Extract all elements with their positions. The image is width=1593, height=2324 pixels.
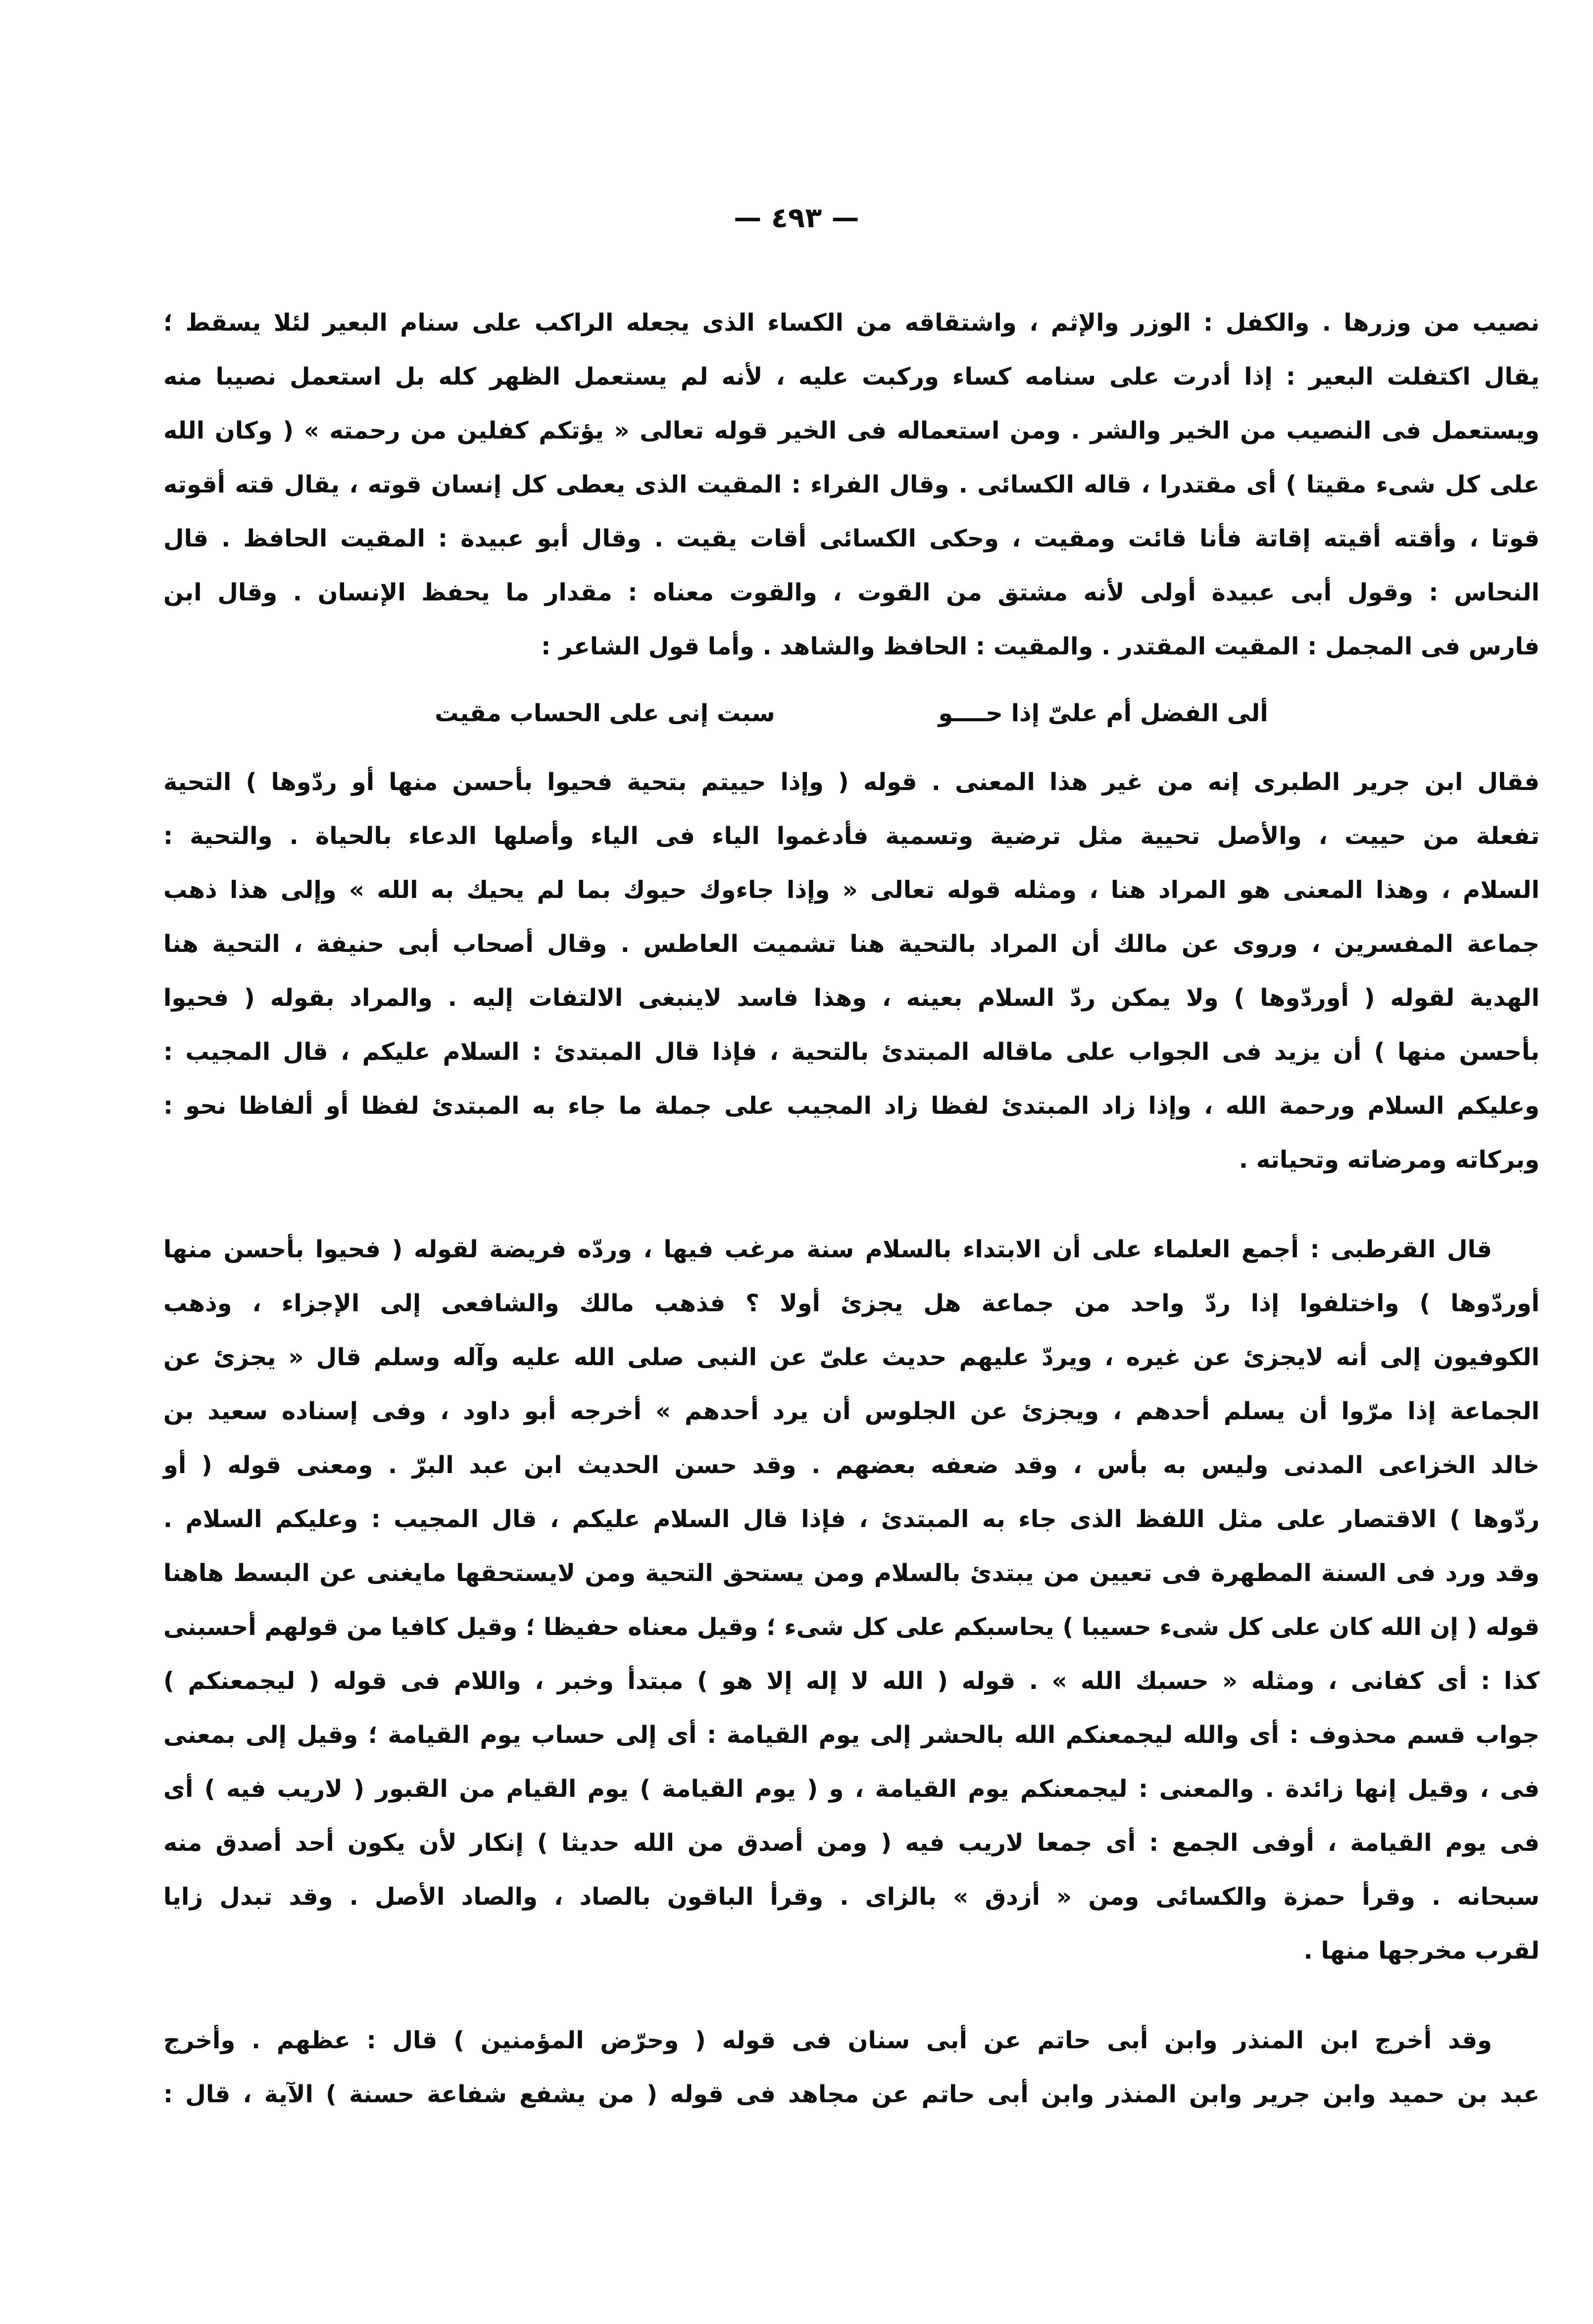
page-number: — ٤٩٣ — bbox=[734, 202, 859, 234]
text-line: الكوفيون إلى أنه لايجزئ عن غيره ، ويردّ عليهم حديث علىّ عن النبى صلى الله عليه وآله وسلم قال « يجزئ عن bbox=[163, 1343, 1540, 1371]
text-line: على كل شىء مقيتا ) أى مقتدرا ، قاله الكسائى . وقال الفراء : المقيت الذى يعطى كل إنسان قوته ، يقال قته أقوته bbox=[163, 471, 1540, 498]
text-line: ويستعمل فى النصيب من الخير والشر . ومن استعماله فى الخير قوله تعالى « يؤتكم كفلين من رحمته » ( وكان الله bbox=[163, 417, 1540, 445]
text-line: فى ، وقيل إنها زائدة . والمعنى : ليجمعنكم يوم القيامة ، و ( يوم القيامة ) يوم القيام من القبور ( لاريب فيه ) أى bbox=[163, 1775, 1540, 1803]
text-line: نصيب من وزرها . والكفل : الوزر والإثم ، واشتقاقه من الكساء الذى يجعله الراكب على سنام البعير لئلا يسقط ؛ bbox=[163, 309, 1540, 337]
text-line: وبركاته ومرضاته وتحياته . bbox=[1239, 1146, 1540, 1174]
text-line: لقرب مخرجها منها . bbox=[1303, 1937, 1540, 1965]
text-line: الجماعة إذا مرّوا أن يسلم أحدهم ، ويجزئ عن الجلوس أن يرد أحدهم » أخرجه أبو داود ، وفى إسناده سعيد بن bbox=[163, 1397, 1540, 1425]
text-line: وقد أخرج ابن المنذر وابن أبى حاتم عن أبى سنان فى قوله ( وحرّض المؤمنين ) قال : عظهم . وأخرج bbox=[163, 2027, 1492, 2054]
paragraph-kifl-muqit bbox=[163, 296, 1540, 674]
poetry-couplet bbox=[163, 687, 1540, 741]
text-line: قوتا ، وأقته أقيته إقاتة فأنا قائت ومقيت ، وحكى الكسائى أقات يقيت . وقال أبو عبيدة : المقيت الحافظ . قال bbox=[163, 525, 1540, 552]
text-line: أوردّوها ) واختلفوا إذا ردّ واحد من جماعة هل يجزئ أولا ؟ فذهب مالك والشافعى إلى الإجزاء ، وذهب bbox=[163, 1289, 1540, 1317]
text-line: ردّوها ) الاقتصار على مثل اللفظ الذى جاء به المبتدئ ، فإذا قال السلام عليكم ، قال المجيب : وعليكم السلام . bbox=[163, 1505, 1540, 1533]
text-line: يقال اكتفلت البعير : إذا أدرت على سنامه كساء وركبت عليه ، لأنه لم يستعمل الظهر كله بل استعمل نصيبا منه bbox=[163, 363, 1540, 391]
text-line: تفعلة من حييت ، والأصل تحيية مثل ترضية وتسمية فأدغموا الياء فى الياء وأصلها الدعاء بالحياة . والتحية : bbox=[163, 822, 1540, 850]
text-line: فارس فى المجمل : المقيت المقتدر . والمقيت : الحافظ والشاهد . وأما قول الشاعر : bbox=[541, 633, 1540, 660]
text-line: بأحسن منها ) أن يزيد فى الجواب على ماقاله المبتدئ بالتحية ، فإذا قال المبتدئ : السلام عليكم ، قال المجيب : bbox=[163, 1038, 1540, 1066]
text-line: قال القرطبى : أجمع العلماء على أن الابتداء بالسلام سنة مرغب فيها ، وردّه فريضة لقوله ( فحيوا بأحسن منها bbox=[163, 1236, 1492, 1263]
text-line: النحاس : وقول أبى عبيدة أولى لأنه مشتق من القوت ، والقوت معناه : مقدار ما يحفظ الإنسان . وقال ابن bbox=[163, 579, 1540, 606]
text-line: عبد بن حميد وابن جرير وابن المنذر وابن أبى حاتم عن مجاهد فى قوله ( من يشفع شفاعة حسنة ) الآية ، قال : bbox=[163, 2080, 1540, 2108]
text-line: جماعة المفسرين ، وروى عن مالك أن المراد بالتحية هنا تشميت العاطس . وقال أصحاب أبى حنيفة ، التحية هنا bbox=[163, 930, 1540, 958]
text-block bbox=[163, 296, 1540, 2122]
text-line: فقال ابن جرير الطبرى إنه من غير هذا المعنى . قوله ( وإذا حييتم بتحية فحيوا بأحسن منها أو ردّوها ) التحية bbox=[163, 768, 1540, 796]
text-line: فى يوم القيامة ، أوفى الجمع : أى جمعا لاريب فيه ( ومن أصدق من الله حديثا ) إنكار لأن يكون أحد أصدق منه bbox=[163, 1829, 1540, 1857]
text-line: السلام ، وهذا المعنى هو المراد هنا ، ومثله قوله تعالى « وإذا جاءوك حيوك بما لم يحيك به الله » وإلى هذا ذهب bbox=[163, 876, 1540, 904]
paragraph-qurtubi bbox=[163, 1223, 1540, 1978]
text-line: قوله ( إن الله كان على كل شىء حسيبا ) يحاسبكم على كل شىء ؛ وقيل معناه حفيظا ؛ وقيل كافيا من قولهم أحسبنى bbox=[163, 1613, 1540, 1641]
text-line: وعليكم السلام ورحمة الله ، وإذا زاد المبتدئ لفظا زاد المجيب على جملة ما جاء به المبتدئ لفظا أو ألفاظا نحو : bbox=[163, 1092, 1540, 1120]
text-line: خالد الخزاعى المدنى وليس به بأس ، وقد ضعفه بعضهم . وقد حسن الحديث ابن عبد البرّ . ومعنى قوله ( أو bbox=[163, 1451, 1540, 1479]
poetry-hemistich-first: ألى الفضل أم علىّ إذا حــــو bbox=[938, 699, 1268, 727]
paragraph-tahiyya bbox=[163, 755, 1540, 1187]
poetry-hemistich-second: سبت إنى على الحساب مقيت bbox=[435, 699, 775, 727]
paragraph-takhrij bbox=[163, 2014, 1540, 2122]
text-line: جواب قسم محذوف : أى والله ليجمعنكم الله بالحشر إلى يوم القيامة : أى إلى حساب يوم القيامة ؛ وقيل إلى بمعنى bbox=[163, 1721, 1540, 1749]
text-line: وقد ورد فى السنة المطهرة فى تعيين من يبتدئ بالسلام ومن يستحق التحية ومن لايستحقها مايغنى عن البسط هاهنا bbox=[163, 1559, 1540, 1587]
text-line: سبحانه . وقرأ حمزة والكسائى ومن « أزدق » بالزاى . وقرأ الباقون بالصاد ، والصاد الأصل . وقد تبدل زايا bbox=[163, 1883, 1540, 1911]
text-line: الهدية لقوله ( أوردّوها ) ولا يمكن ردّ السلام بعينه ، وهذا فاسد لاينبغى الالتفات إليه . والمراد بقوله ( فحيوا bbox=[163, 984, 1540, 1012]
text-line: كذا : أى كفانى ، ومثله « حسبك الله » . قوله ( الله لا إله إلا هو ) مبتدأ وخبر ، واللام فى قوله ( ليجمعنكم ) bbox=[163, 1667, 1540, 1695]
